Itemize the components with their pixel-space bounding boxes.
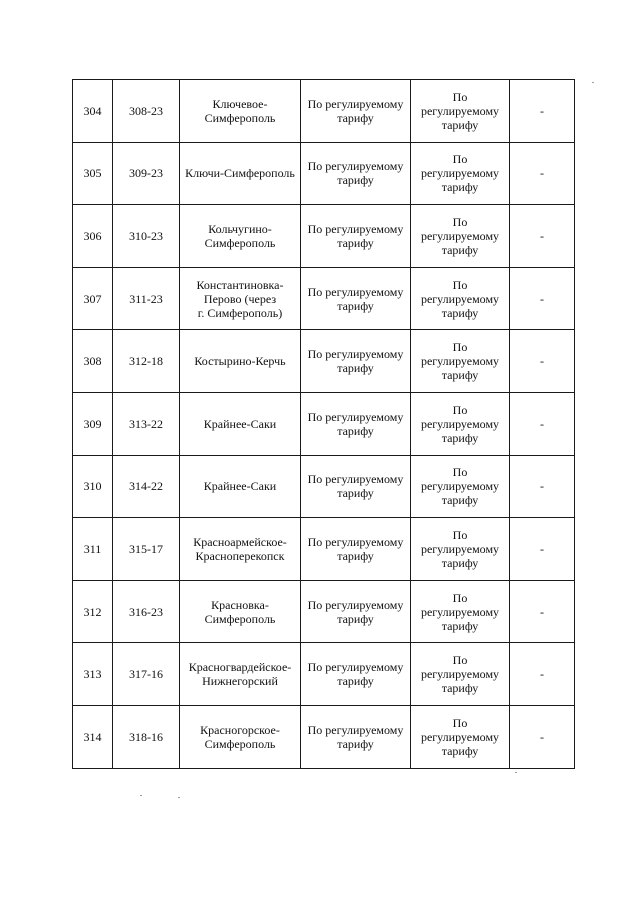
cell-route-name: Красногвардейское- Нижнегорский	[180, 643, 301, 706]
cell-route-code: 309-23	[113, 142, 180, 205]
cell-row-number: 305	[73, 142, 113, 205]
cell-tariff-a: По регулируемому тарифу	[301, 518, 411, 581]
cell-route-code: 315-17	[113, 518, 180, 581]
scan-speck	[515, 772, 517, 773]
cell-row-number: 313	[73, 643, 113, 706]
scan-speck	[592, 82, 594, 83]
table-row	[73, 580, 575, 643]
cell-route-code: 312-18	[113, 330, 180, 393]
cell-extra: -	[510, 267, 575, 330]
cell-tariff-a: По регулируемому тарифу	[301, 705, 411, 768]
cell-tariff-a: По регулируемому тарифу	[301, 392, 411, 455]
cell-route-code: 316-23	[113, 580, 180, 643]
table-row	[73, 205, 575, 268]
cell-tariff-b: По регулируемому тарифу	[411, 705, 510, 768]
cell-extra: -	[510, 205, 575, 268]
table-row	[73, 80, 575, 143]
table-row	[73, 392, 575, 455]
cell-extra: -	[510, 455, 575, 518]
cell-row-number: 304	[73, 80, 113, 143]
cell-tariff-a: По регулируемому тарифу	[301, 267, 411, 330]
cell-tariff-b: По регулируемому тарифу	[411, 580, 510, 643]
cell-extra: -	[510, 580, 575, 643]
cell-route-code: 310-23	[113, 205, 180, 268]
cell-row-number: 307	[73, 267, 113, 330]
cell-extra: -	[510, 392, 575, 455]
cell-route-code: 318-16	[113, 705, 180, 768]
cell-row-number: 314	[73, 705, 113, 768]
cell-tariff-a: По регулируемому тарифу	[301, 580, 411, 643]
table-row	[73, 142, 575, 205]
cell-row-number: 309	[73, 392, 113, 455]
cell-route-name: Костырино-Керчь	[180, 330, 301, 393]
routes-table	[72, 79, 575, 769]
cell-route-code: 313-22	[113, 392, 180, 455]
cell-route-name: Ключи-Симферополь	[180, 142, 301, 205]
cell-tariff-b: По регулируемому тарифу	[411, 205, 510, 268]
cell-tariff-b: По регулируемому тарифу	[411, 330, 510, 393]
cell-tariff-b: По регулируемому тарифу	[411, 142, 510, 205]
cell-tariff-b: По регулируемому тарифу	[411, 518, 510, 581]
cell-extra: -	[510, 705, 575, 768]
cell-tariff-a: По регулируемому тарифу	[301, 80, 411, 143]
cell-route-code: 311-23	[113, 267, 180, 330]
cell-extra: -	[510, 80, 575, 143]
cell-route-name: Кольчугино- Симферополь	[180, 205, 301, 268]
cell-route-name: Красновка- Симферополь	[180, 580, 301, 643]
cell-route-code: 308-23	[113, 80, 180, 143]
cell-route-code: 314-22	[113, 455, 180, 518]
cell-tariff-b: По регулируемому тарифу	[411, 267, 510, 330]
cell-extra: -	[510, 142, 575, 205]
cell-tariff-b: По регулируемому тарифу	[411, 455, 510, 518]
table-row	[73, 643, 575, 706]
table-row	[73, 330, 575, 393]
routes-table-body	[73, 80, 575, 769]
cell-route-name: Крайнее-Саки	[180, 455, 301, 518]
cell-extra: -	[510, 518, 575, 581]
cell-row-number: 311	[73, 518, 113, 581]
table-row	[73, 267, 575, 330]
cell-tariff-b: По регулируемому тарифу	[411, 80, 510, 143]
cell-tariff-a: По регулируемому тарифу	[301, 330, 411, 393]
cell-row-number: 310	[73, 455, 113, 518]
cell-route-name: Ключевое- Симферополь	[180, 80, 301, 143]
cell-extra: -	[510, 643, 575, 706]
scan-speck	[140, 795, 142, 796]
table-row	[73, 455, 575, 518]
cell-route-code: 317-16	[113, 643, 180, 706]
cell-tariff-b: По регулируемому тарифу	[411, 392, 510, 455]
cell-route-name: Константиновка- Перово (через г. Симферополь)	[180, 267, 301, 330]
table-row	[73, 518, 575, 581]
cell-extra: -	[510, 330, 575, 393]
cell-row-number: 312	[73, 580, 113, 643]
scan-speck	[178, 797, 180, 798]
cell-row-number: 308	[73, 330, 113, 393]
cell-tariff-a: По регулируемому тарифу	[301, 643, 411, 706]
cell-tariff-b: По регулируемому тарифу	[411, 643, 510, 706]
table-row	[73, 705, 575, 768]
cell-route-name: Красногорское- Симферополь	[180, 705, 301, 768]
cell-tariff-a: По регулируемому тарифу	[301, 142, 411, 205]
cell-row-number: 306	[73, 205, 113, 268]
cell-tariff-a: По регулируемому тарифу	[301, 205, 411, 268]
cell-route-name: Крайнее-Саки	[180, 392, 301, 455]
cell-tariff-a: По регулируемому тарифу	[301, 455, 411, 518]
cell-route-name: Красноармейское- Красноперекопск	[180, 518, 301, 581]
